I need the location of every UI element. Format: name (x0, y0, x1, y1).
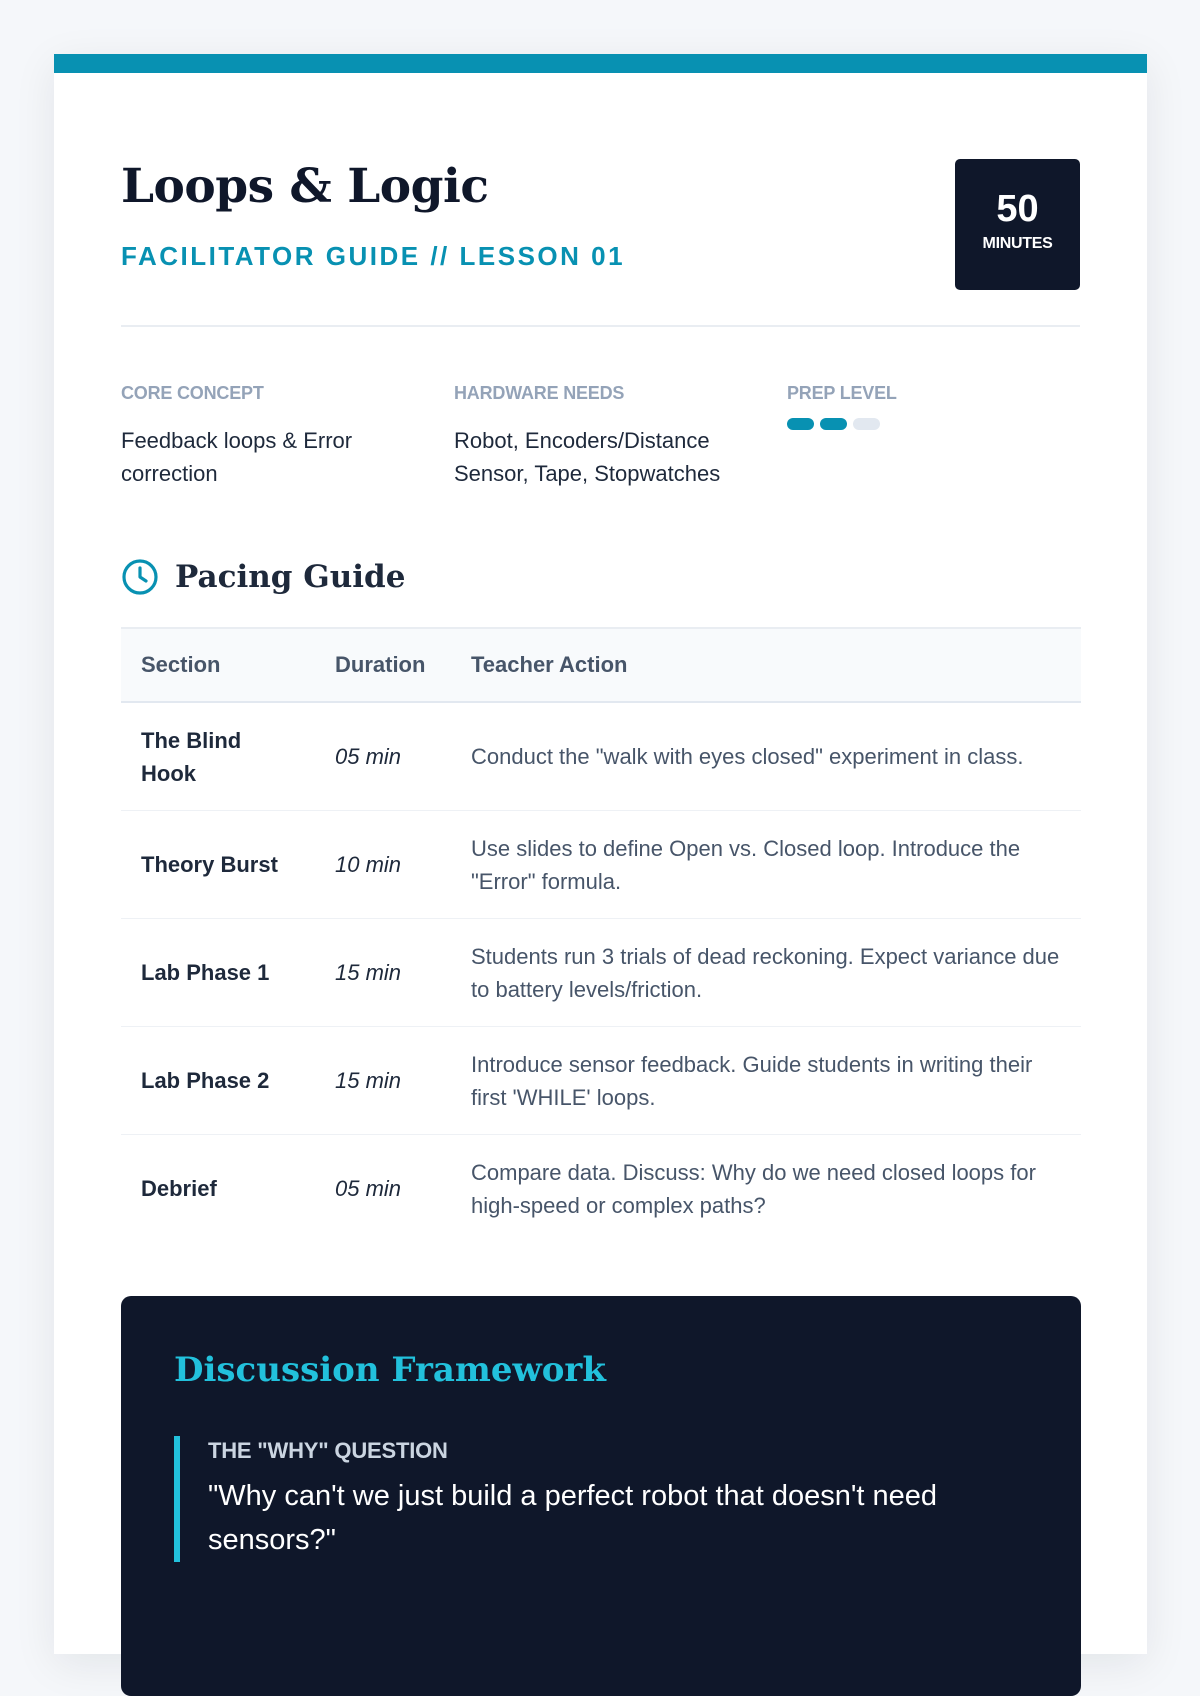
duration-badge (955, 159, 1080, 290)
prep-dot-empty (853, 418, 880, 430)
discussion-item-quote: "Why can't we just build a perfect robot that doesn't need sensors?" (208, 1480, 938, 1556)
lesson-header (121, 73, 1080, 327)
row-section: Theory Burst (121, 811, 315, 919)
row-duration: 05 min (335, 1176, 402, 1201)
duration-unit: MINUTES (982, 235, 1053, 252)
lesson-meta (121, 327, 1080, 547)
hardware-needs-label: HARDWARE NEEDS (454, 383, 625, 403)
table-row (121, 702, 1081, 811)
prep-dot-filled (820, 418, 847, 430)
table-header-row (121, 628, 1081, 702)
table-row (121, 811, 1081, 919)
clock-icon (121, 558, 159, 596)
discussion-item (174, 1436, 1068, 1562)
discussion-item-label: THE "WHY" QUESTION (208, 1438, 448, 1463)
row-action: Use slides to define Open vs. Closed loop. Introduce the "Error" formula. (451, 811, 1081, 919)
row-duration: 05 min (315, 702, 451, 811)
table-row (121, 919, 1081, 1027)
table-row (121, 1135, 1081, 1243)
prep-dot-filled (787, 418, 814, 430)
row-action: Introduce sensor feedback. Guide students in writing their first 'WHILE' loops. (451, 1027, 1081, 1135)
column-header-duration: Duration (335, 652, 426, 677)
core-concept-value: Feedback loops & Error correction (121, 428, 353, 486)
hardware-needs (454, 383, 754, 490)
discussion-title: Discussion Framework (174, 1350, 606, 1390)
table-row (121, 1027, 1081, 1135)
row-duration: 15 min (315, 1027, 451, 1135)
lesson-subtitle: FACILITATOR GUIDE // LESSON 01 (121, 241, 626, 271)
row-section: Lab Phase 1 (121, 919, 315, 1027)
row-section: Lab Phase 2 (121, 1027, 315, 1135)
hardware-needs-value: Robot, Encoders/Distance Sensor, Tape, Stopwatches (454, 428, 721, 486)
row-section: Debrief (141, 1176, 217, 1201)
pacing-title: Pacing Guide (175, 559, 406, 595)
row-action: Compare data. Discuss: Why do we need closed loops for high-speed or complex paths? (471, 1159, 1036, 1218)
duration-value: 50 (996, 188, 1039, 230)
core-concept (121, 383, 421, 490)
pacing-heading (121, 547, 1080, 607)
core-concept-label: CORE CONCEPT (121, 383, 264, 403)
column-header-action: Teacher Action (471, 652, 628, 677)
pacing-table (121, 627, 1081, 1242)
prep-level-label: PREP LEVEL (787, 383, 897, 403)
row-action: Conduct the "walk with eyes closed" experiment in class. (451, 702, 1081, 811)
prep-level (787, 383, 1087, 430)
row-action: Students run 3 trials of dead reckoning. Expect variance due to battery levels/friction. (451, 919, 1081, 1027)
lesson-card (54, 54, 1147, 1654)
row-duration: 10 min (315, 811, 451, 919)
accent-bar (54, 54, 1147, 73)
column-header-section: Section (141, 652, 221, 677)
row-duration: 15 min (315, 919, 451, 1027)
prep-level-indicator (787, 418, 1087, 430)
row-section: The Blind Hook (121, 702, 315, 811)
lesson-title: Loops & Logic (121, 159, 489, 214)
discussion-framework (121, 1296, 1081, 1696)
